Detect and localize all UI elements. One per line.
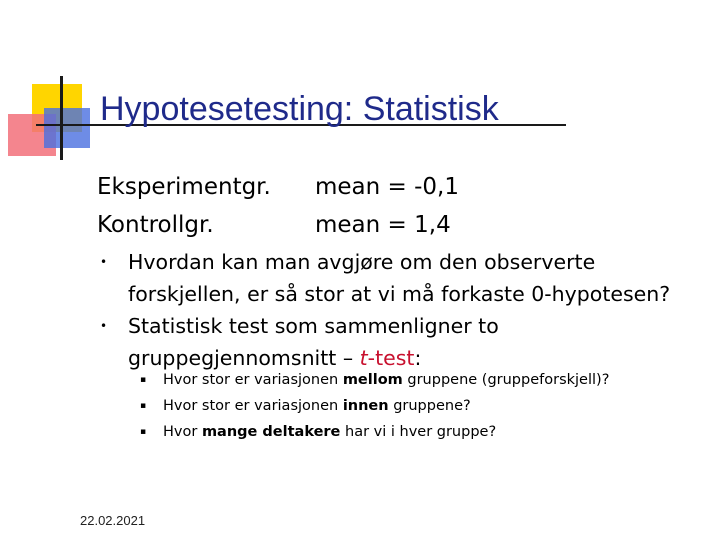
bullet-item [100,310,700,374]
group-mean: mean = 1,4 [315,212,451,238]
square-bullet-icon: ▪ [140,427,147,437]
means-row [97,206,459,244]
square-bullet-icon: ▪ [140,375,147,385]
group-mean: mean = -0,1 [315,174,459,200]
sub-bullet-text: gruppene (gruppeforskjell)? [402,372,610,388]
sub-bullet-item [140,367,700,393]
sub-bullet-text: gruppene? [388,398,471,414]
group-label: Kontrollgr. [97,212,214,238]
slide-date: 22.02.2021 [80,513,146,528]
sub-bullet-emphasis: innen [342,398,389,414]
logo-blue-square [44,108,90,148]
logo-vertical-line [60,76,63,160]
square-bullet-icon: ▪ [140,401,147,411]
sub-bullet-emphasis: mange deltakere [201,424,341,440]
bullet-icon: • [100,319,108,333]
test-word: -test [367,346,415,370]
t-letter: t [359,346,368,370]
sub-bullet-text: Hvor [163,424,202,440]
bullet-item [100,246,700,310]
sub-bullet-text: har vi i hver gruppe? [340,424,497,440]
sub-bullet-list [140,367,700,445]
slide-title: Hypotesetesting: Statistisk [100,90,499,128]
bullet-icon: • [100,255,108,269]
sub-bullet-emphasis: mellom [342,372,403,388]
bullet-colon: : [414,346,422,370]
group-label: Eksperimentgr. [97,174,271,200]
bullet-text: Statistisk test som sammenligner to gruppegjennomsnitt – [128,314,499,370]
sub-bullet-item [140,393,700,419]
sub-bullet-item [140,419,700,445]
means-block [97,168,459,244]
sub-bullet-text: Hvor stor er variasjonen [163,398,343,414]
bullet-list [100,246,700,374]
sub-bullet-text: Hvor stor er variasjonen [163,372,343,388]
bullet-text: Hvordan kan man avgjøre om den observerte forskjellen, er så stor at vi må forkaste 0-hypotesen? [128,250,671,306]
means-row [97,168,459,206]
